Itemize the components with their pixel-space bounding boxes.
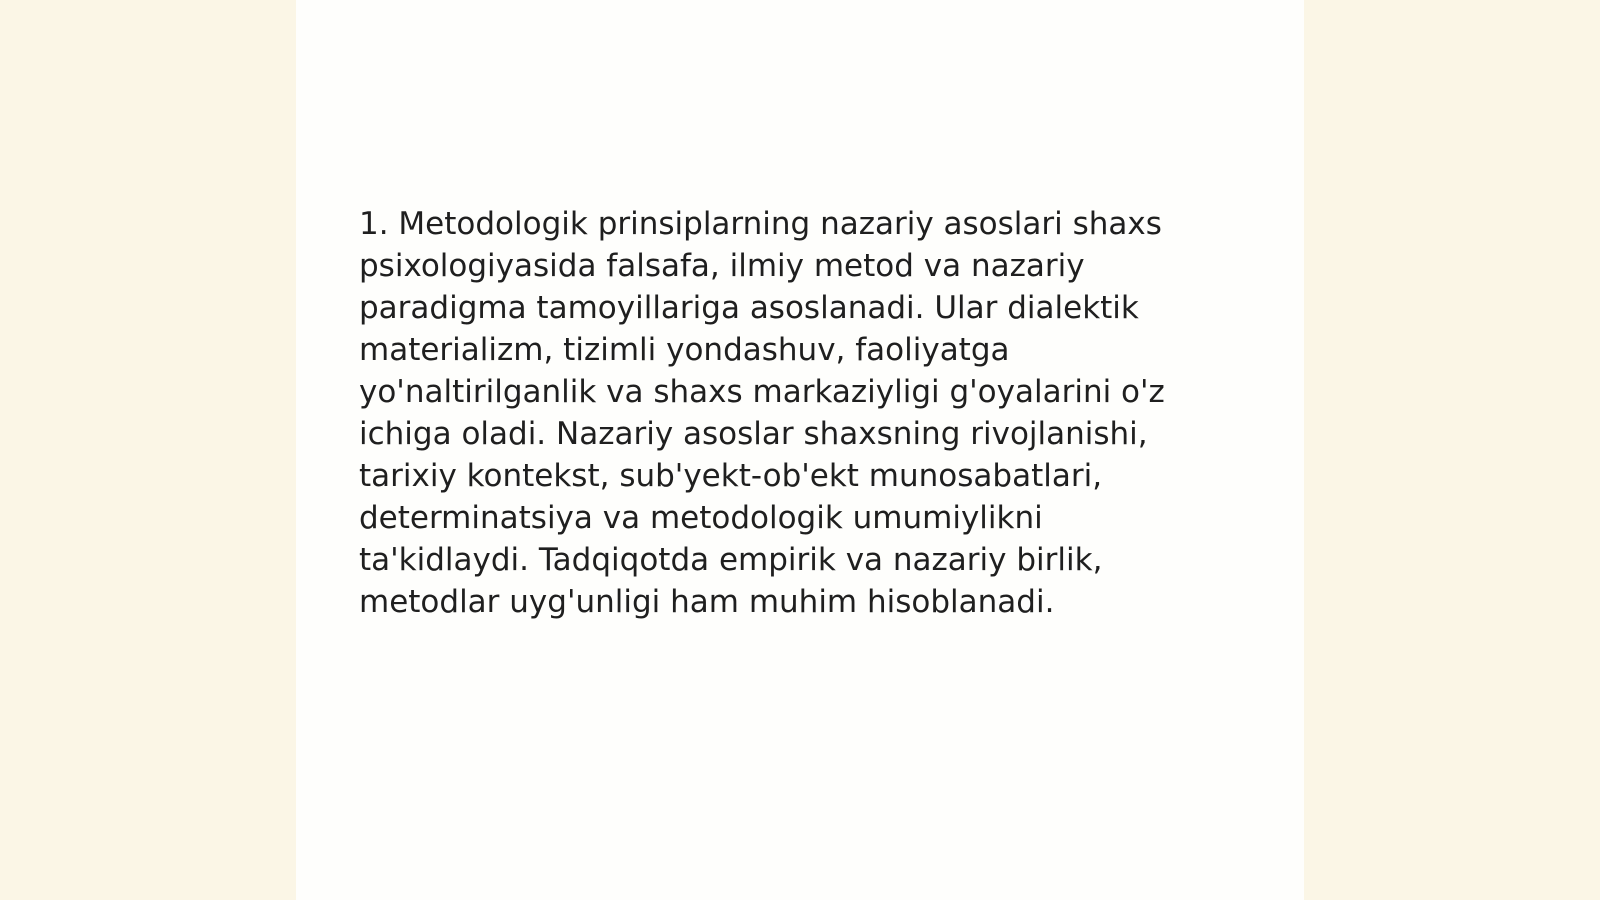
right-margin-panel <box>1304 0 1600 900</box>
body-paragraph: 1. Metodologik prinsiplarning nazariy asoslari shaxs psixologiyasida falsafa, ilmiy metod va nazariy paradigma tamoyillariga asoslanadi. Ular dialektik materializm, tizimli yondashuv, faoliyatga yo'naltirilganlik va shaxs markaziyligi g'oyalarini o'z ichiga oladi. Nazariy asoslar shaxsning rivojlanishi, tarixiy kontekst, sub'yekt-ob'ekt munosabatlari, determinatsiya va metodologik umumiylikni ta'kidlaydi. Tadqiqotda empirik va nazariy birlik, metodlar uyg'unligi ham muhim hisoblanadi. <box>359 206 1165 620</box>
document-page <box>296 0 1318 900</box>
left-margin-panel <box>0 0 296 900</box>
